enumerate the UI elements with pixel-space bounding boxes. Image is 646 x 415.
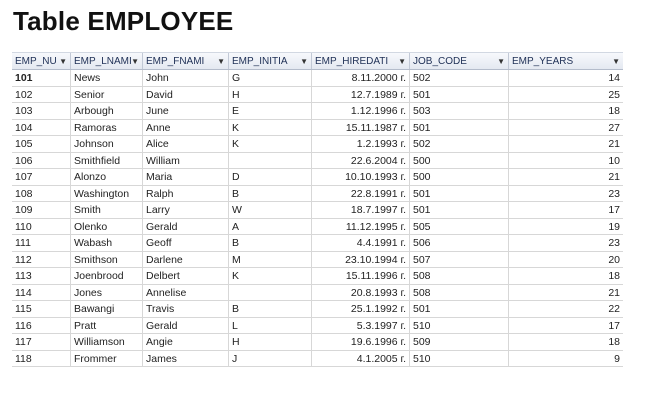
cell-emp-num[interactable]: 111	[12, 235, 71, 251]
column-header-label: EMP_FNAMI	[146, 56, 205, 67]
cell-emp-fname[interactable]: Larry	[143, 202, 229, 218]
cell-emp-initial[interactable]	[229, 153, 312, 169]
column-header-emp-years[interactable]	[509, 53, 623, 69]
cell-emp-fname[interactable]: Ralph	[143, 186, 229, 202]
cell-emp-initial[interactable]: J	[229, 351, 312, 367]
cell-emp-years[interactable]: 27	[608, 121, 620, 134]
table-row[interactable]	[12, 186, 623, 203]
table-body	[12, 70, 623, 367]
column-header-label: EMP_HIREDATI	[315, 56, 389, 67]
cell-emp-num[interactable]: 115	[12, 301, 71, 317]
cell-emp-lname[interactable]: Joenbrood	[71, 268, 143, 284]
cell-emp-hiredate[interactable]: 15.11.1987 г.	[312, 120, 410, 136]
cell-job-code[interactable]: 509	[410, 334, 509, 350]
cell-emp-years[interactable]: 21	[608, 286, 620, 299]
cell-emp-initial[interactable]: K	[229, 120, 312, 136]
cell-emp-num[interactable]: 114	[12, 285, 71, 301]
cell-emp-hiredate[interactable]: 20.8.1993 г.	[312, 285, 410, 301]
cell-emp-num[interactable]: 109	[12, 202, 71, 218]
cell-emp-lname[interactable]: News	[71, 70, 143, 86]
column-header-emp-lname[interactable]	[71, 53, 143, 69]
cell-emp-num[interactable]: 118	[12, 351, 71, 367]
table-row[interactable]	[12, 351, 623, 368]
cell-emp-lname[interactable]: Arbough	[71, 103, 143, 119]
cell-job-code[interactable]: 506	[410, 235, 509, 251]
cell-emp-hiredate[interactable]: 5.3.1997 г.	[312, 318, 410, 334]
cell-emp-years[interactable]: 21	[608, 138, 620, 150]
table-header-row	[12, 52, 623, 70]
cell-emp-lname[interactable]: Smithfield	[71, 153, 143, 169]
cell-emp-fname[interactable]: June	[143, 103, 229, 119]
cell-emp-years[interactable]: 9	[614, 352, 620, 365]
column-header-label: EMP_INITIA	[232, 56, 288, 67]
table-row[interactable]	[12, 334, 623, 351]
column-header-label: EMP_YEARS	[512, 56, 574, 67]
cell-emp-years[interactable]: 18	[608, 105, 620, 117]
cell-emp-initial[interactable]: E	[229, 103, 312, 119]
cell-job-code[interactable]: 501	[410, 87, 509, 103]
cell-emp-hiredate[interactable]: 1.2.1993 г.	[312, 136, 410, 152]
cell-job-code[interactable]: 508	[410, 285, 509, 301]
column-header-emp-fname[interactable]	[143, 53, 229, 69]
cell-emp-num[interactable]: 110	[12, 219, 71, 235]
cell-emp-hiredate[interactable]: 12.7.1989 г.	[312, 87, 410, 103]
cell-emp-lname[interactable]: Olenko	[71, 219, 143, 235]
cell-emp-lname[interactable]: Smith	[71, 202, 143, 218]
cell-emp-hiredate[interactable]: 10.10.1993 г.	[312, 169, 410, 185]
cell-job-code[interactable]: 500	[410, 169, 509, 185]
cell-emp-initial[interactable]: M	[229, 252, 312, 268]
table-row[interactable]	[12, 285, 623, 302]
column-header-label: EMP_LNAMI	[74, 56, 132, 67]
cell-job-code[interactable]: 502	[410, 136, 509, 152]
cell-emp-lname[interactable]: Smithson	[71, 252, 143, 268]
cell-emp-hiredate[interactable]: 8.11.2000 г.	[312, 70, 410, 86]
dropdown-arrow-icon[interactable]: ▼	[131, 57, 139, 66]
table-row[interactable]	[12, 136, 623, 153]
cell-emp-num[interactable]: 104	[12, 120, 71, 136]
cell-emp-fname[interactable]: Angie	[143, 334, 229, 350]
table-row[interactable]	[12, 169, 623, 186]
cell-emp-years[interactable]: 23	[608, 187, 620, 200]
dropdown-arrow-icon[interactable]: ▼	[497, 57, 505, 66]
cell-job-code[interactable]: 510	[410, 318, 509, 334]
cell-emp-lname[interactable]: Frommer	[71, 351, 143, 367]
cell-emp-num[interactable]: 107	[12, 169, 71, 185]
column-header-label: EMP_NU	[15, 56, 57, 67]
table-row[interactable]	[12, 252, 623, 269]
cell-emp-num[interactable]: 105	[12, 136, 71, 152]
table-row[interactable]	[12, 103, 623, 120]
table-row[interactable]	[12, 219, 623, 236]
cell-emp-lname[interactable]: Ramoras	[71, 120, 143, 136]
cell-emp-num[interactable]: 101	[12, 70, 71, 86]
cell-emp-years[interactable]: 23	[608, 237, 620, 249]
cell-emp-years[interactable]: 18	[608, 270, 620, 282]
cell-emp-num[interactable]: 102	[12, 87, 71, 103]
cell-emp-fname[interactable]: Alice	[143, 136, 229, 152]
column-header-emp-initial[interactable]	[229, 53, 312, 69]
cell-emp-initial[interactable]: L	[229, 318, 312, 334]
cell-emp-lname[interactable]: Jones	[71, 285, 143, 301]
cell-emp-fname[interactable]: Gerald	[143, 219, 229, 235]
cell-emp-years[interactable]: 18	[608, 336, 620, 348]
table-row[interactable]	[12, 202, 623, 219]
cell-emp-years[interactable]: 17	[608, 204, 620, 216]
cell-emp-hiredate[interactable]: 25.1.1992 г.	[312, 301, 410, 317]
cell-emp-hiredate[interactable]: 18.7.1997 г.	[312, 202, 410, 218]
cell-emp-lname[interactable]: Williamson	[71, 334, 143, 350]
cell-job-code[interactable]: 500	[410, 153, 509, 169]
cell-emp-fname[interactable]: Delbert	[143, 268, 229, 284]
cell-emp-num[interactable]: 106	[12, 153, 71, 169]
cell-job-code[interactable]: 501	[410, 120, 509, 136]
cell-emp-years[interactable]: 17	[608, 319, 620, 332]
dropdown-arrow-icon[interactable]: ▼	[398, 57, 406, 66]
cell-emp-initial[interactable]: B	[229, 301, 312, 317]
cell-emp-years[interactable]: 22	[608, 303, 620, 315]
cell-emp-num[interactable]: 112	[12, 252, 71, 268]
cell-job-code[interactable]: 501	[410, 301, 509, 317]
cell-emp-num[interactable]: 117	[12, 334, 71, 350]
cell-emp-initial[interactable]: D	[229, 169, 312, 185]
cell-emp-fname[interactable]: Darlene	[143, 252, 229, 268]
dropdown-arrow-icon[interactable]: ▼	[217, 57, 225, 66]
cell-job-code[interactable]: 508	[410, 268, 509, 284]
cell-emp-initial[interactable]: K	[229, 268, 312, 284]
cell-emp-lname[interactable]: Wabash	[71, 235, 143, 251]
cell-emp-num[interactable]: 113	[12, 268, 71, 284]
cell-emp-hiredate[interactable]: 11.12.1995 г.	[312, 219, 410, 235]
cell-emp-years[interactable]: 20	[608, 253, 620, 266]
cell-emp-num[interactable]: 116	[12, 318, 71, 334]
cell-emp-initial[interactable]: B	[229, 235, 312, 251]
cell-emp-fname[interactable]: John	[143, 70, 229, 86]
cell-emp-fname[interactable]: Maria	[143, 169, 229, 185]
cell-emp-fname[interactable]: William	[143, 153, 229, 169]
page-title: Table EMPLOYEE	[13, 6, 234, 36]
cell-job-code[interactable]: 501	[410, 202, 509, 218]
cell-job-code[interactable]: 502	[410, 70, 509, 86]
cell-job-code[interactable]: 510	[410, 351, 509, 367]
table-row[interactable]	[12, 318, 623, 335]
cell-emp-hiredate[interactable]: 15.11.1996 г.	[312, 268, 410, 284]
cell-job-code[interactable]: 503	[410, 103, 509, 119]
cell-emp-years[interactable]: 14	[608, 72, 620, 84]
table-row[interactable]	[12, 301, 623, 318]
cell-emp-fname[interactable]: James	[143, 351, 229, 367]
cell-emp-lname[interactable]: Bawangi	[71, 301, 143, 317]
table-row[interactable]	[12, 87, 623, 104]
cell-job-code[interactable]: 501	[410, 186, 509, 202]
cell-emp-hiredate[interactable]: 22.8.1991 г.	[312, 186, 410, 202]
cell-job-code[interactable]: 505	[410, 219, 509, 235]
cell-emp-fname[interactable]: Annelise	[143, 285, 229, 301]
column-header-job-code[interactable]	[410, 53, 509, 69]
cell-emp-fname[interactable]: Geoff	[143, 235, 229, 251]
cell-emp-num[interactable]: 103	[12, 103, 71, 119]
cell-emp-initial[interactable]: K	[229, 136, 312, 152]
column-header-emp-num[interactable]	[12, 53, 71, 69]
table-row[interactable]	[12, 120, 623, 137]
cell-emp-lname[interactable]: Washington	[71, 186, 143, 202]
cell-job-code[interactable]: 507	[410, 252, 509, 268]
cell-emp-years[interactable]: 10	[608, 154, 620, 167]
table-row[interactable]	[12, 153, 623, 170]
cell-emp-fname[interactable]: Anne	[143, 120, 229, 136]
cell-emp-initial[interactable]: H	[229, 87, 312, 103]
cell-emp-initial[interactable]: B	[229, 186, 312, 202]
cell-emp-lname[interactable]: Johnson	[71, 136, 143, 152]
table-row[interactable]	[12, 70, 623, 87]
column-header-label: JOB_CODE	[413, 56, 467, 67]
cell-emp-years[interactable]: 25	[608, 88, 620, 101]
cell-emp-fname[interactable]: David	[143, 87, 229, 103]
cell-emp-hiredate[interactable]: 22.6.2004 г.	[312, 153, 410, 169]
cell-emp-years[interactable]: 21	[608, 171, 620, 183]
column-header-emp-hiredate[interactable]	[312, 53, 410, 69]
cell-emp-hiredate[interactable]: 1.12.1996 г.	[312, 103, 410, 119]
cell-emp-num[interactable]: 108	[12, 186, 71, 202]
dropdown-arrow-icon[interactable]: ▼	[300, 57, 308, 66]
cell-emp-initial[interactable]: A	[229, 219, 312, 235]
cell-emp-initial[interactable]	[229, 285, 312, 301]
cell-emp-initial[interactable]: G	[229, 70, 312, 86]
cell-emp-hiredate[interactable]: 4.1.2005 г.	[312, 351, 410, 367]
cell-emp-fname[interactable]: Gerald	[143, 318, 229, 334]
cell-emp-lname[interactable]: Pratt	[71, 318, 143, 334]
table-row[interactable]	[12, 235, 623, 252]
dropdown-arrow-icon[interactable]: ▼	[612, 57, 620, 66]
cell-emp-hiredate[interactable]: 19.6.1996 г.	[312, 334, 410, 350]
cell-emp-years[interactable]: 19	[608, 220, 620, 233]
cell-emp-fname[interactable]: Travis	[143, 301, 229, 317]
cell-emp-initial[interactable]: W	[229, 202, 312, 218]
employee-table	[12, 52, 623, 367]
cell-emp-lname[interactable]: Alonzo	[71, 169, 143, 185]
cell-emp-initial[interactable]: H	[229, 334, 312, 350]
table-row[interactable]	[12, 268, 623, 285]
cell-emp-hiredate[interactable]: 23.10.1994 г.	[312, 252, 410, 268]
cell-emp-hiredate[interactable]: 4.4.1991 г.	[312, 235, 410, 251]
cell-emp-lname[interactable]: Senior	[71, 87, 143, 103]
dropdown-arrow-icon[interactable]: ▼	[59, 57, 67, 66]
